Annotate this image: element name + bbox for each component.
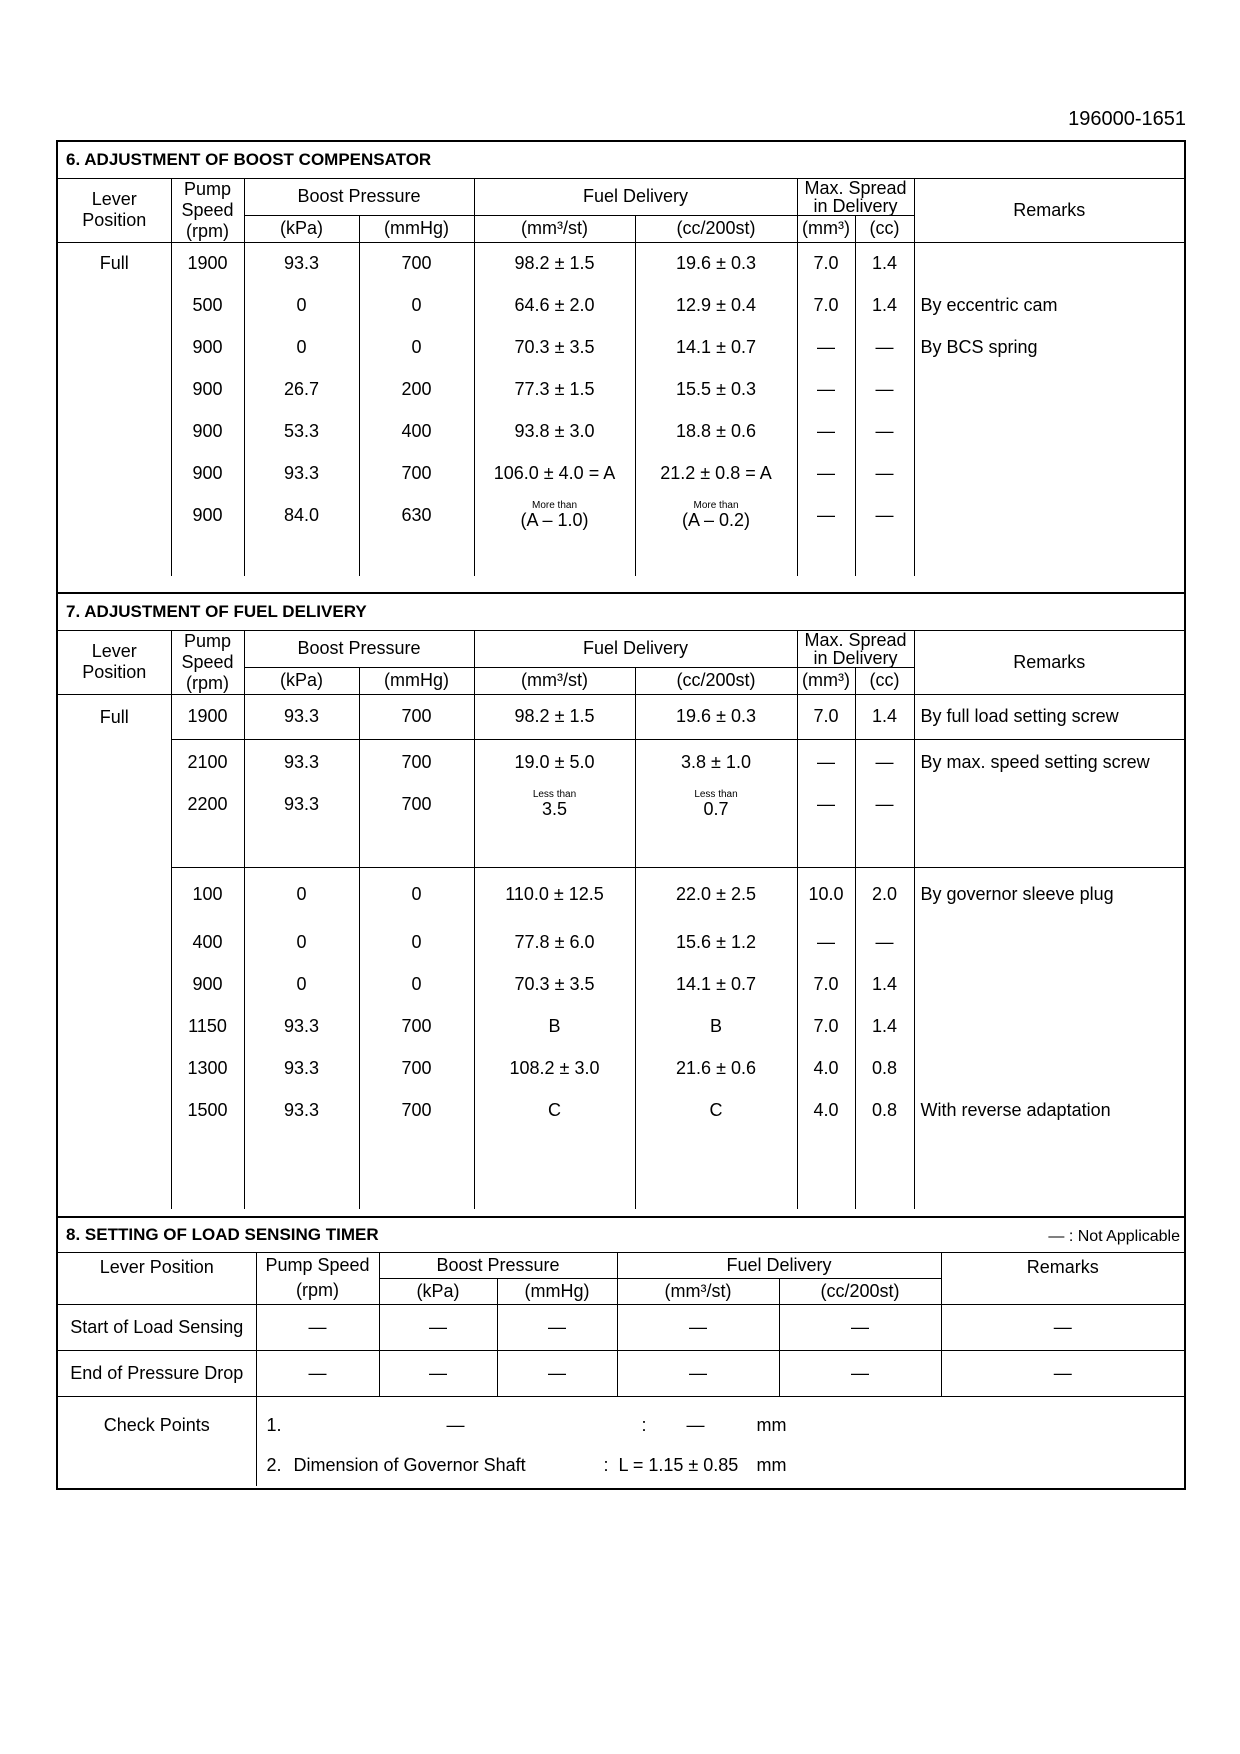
cell: 108.2 ± 3.0 [474,1047,635,1089]
cell [914,452,1184,494]
cell: 93.3 [244,785,359,823]
cell: 700 [359,1005,474,1047]
cell: 100 [171,867,244,921]
unit-kpa: (kPa) [244,668,359,694]
cell: 14.1 ± 0.7 [635,326,797,368]
cell: By BCS spring [914,326,1184,368]
cell: 700 [359,242,474,284]
section-6-title: 6. ADJUSTMENT OF BOOST COMPENSATOR [58,142,1184,178]
lever-position-header: Lever Position [58,178,171,242]
cell: — [797,785,855,823]
section-7-title: 7. ADJUSTMENT OF FUEL DELIVERY [58,594,1184,630]
cell: 2100 [171,739,244,785]
cell: 2200 [171,785,244,823]
cell: — [617,1350,779,1396]
table-row [58,921,1184,963]
unit-mm3-st: (mm³/st) [474,668,635,694]
unit-mm3-st: (mm³/st) [617,1278,779,1304]
cell: 15.5 ± 0.3 [635,368,797,410]
cell: — [497,1350,617,1396]
unit-mmhg: (mmHg) [359,216,474,242]
cell: 700 [359,739,474,785]
lever-value: Full [99,706,129,727]
cell: — [256,1304,379,1350]
cell: 400 [171,921,244,963]
cell: — [797,326,855,368]
cell: 4.0 [797,1047,855,1089]
boost-pressure-header: Boost Pressure [379,1252,617,1278]
cell: 700 [359,1089,474,1131]
row-label: Start of Load Sensing [58,1304,256,1350]
cell: 93.3 [244,694,359,739]
cell [914,1047,1184,1089]
cell: 1900 [171,242,244,284]
cell: — [256,1350,379,1396]
cell: 700 [359,452,474,494]
check-points-content [256,1396,1184,1486]
cell: — [855,494,914,536]
cell: 0 [244,284,359,326]
cell: 1150 [171,1005,244,1047]
cell: 7.0 [797,963,855,1005]
fuel-delivery-header: Fuel Delivery [474,630,797,668]
cell: — [379,1304,497,1350]
cell: 7.0 [797,242,855,284]
cell: 4.0 [797,1089,855,1131]
cell: 0 [359,921,474,963]
table-row [58,867,1184,921]
cell [914,368,1184,410]
check-point-2: 2. Dimension of Governor Shaft : L = 1.15 ± 0.85 mm [266,1454,787,1475]
lever-value: Full [99,252,129,273]
cell: — [797,921,855,963]
unit-kpa: (kPa) [244,216,359,242]
cell: 93.8 ± 3.0 [474,410,635,452]
cell: 0.8 [855,1089,914,1131]
cell: B [635,1005,797,1047]
load-sensing-timer-table [58,1218,1184,1486]
table-row [58,494,1184,536]
cell: More than (A – 1.0) [474,494,635,536]
cell: — [855,921,914,963]
max-spread-header: Max. Spread in Delivery [797,178,914,216]
cell: — [855,785,914,823]
cell: Less than 0.7 [635,785,797,823]
cell: 7.0 [797,1005,855,1047]
cell: — [855,410,914,452]
table-row [58,1350,1184,1396]
unit-cc-200st: (cc/200st) [779,1278,941,1304]
cell: 98.2 ± 1.5 [474,694,635,739]
cell: By eccentric cam [914,284,1184,326]
unit-kpa: (kPa) [379,1278,497,1304]
cell: 900 [171,368,244,410]
cell: 400 [359,410,474,452]
cell: — [797,410,855,452]
cell: 98.2 ± 1.5 [474,242,635,284]
unit-mmhg: (mmHg) [497,1278,617,1304]
cell: 630 [359,494,474,536]
cell: 10.0 [797,867,855,921]
boost-pressure-header: Boost Pressure [244,630,474,668]
cell: 14.1 ± 0.7 [635,963,797,1005]
boost-compensator-table [58,142,1184,576]
cell: 0 [359,284,474,326]
cell: — [617,1304,779,1350]
table-row [58,1089,1184,1131]
cell: 53.3 [244,410,359,452]
cell [914,410,1184,452]
cell: C [635,1089,797,1131]
cell: 0 [359,326,474,368]
cell [914,921,1184,963]
table-row [58,1047,1184,1089]
cell: 84.0 [244,494,359,536]
cell: By full load setting screw [914,694,1184,739]
max-spread-header: Max. Spread in Delivery [797,630,914,668]
lever-position-header: Lever Position [58,1252,256,1304]
check-points-label: Check Points [103,1414,210,1435]
pump-speed-header: Pump Speed [256,1252,379,1278]
section-6-table [56,140,1186,594]
unit-rpm: (rpm) [256,1278,379,1304]
cell: By max. speed setting screw [914,739,1184,785]
cell: C [474,1089,635,1131]
cell: 93.3 [244,739,359,785]
check-point-1: 1. — : — mm [266,1414,787,1435]
unit-mm3: (mm³) [797,668,855,694]
cell: — [797,452,855,494]
cell: 0.8 [855,1047,914,1089]
remarks-header: Remarks [914,178,1184,242]
cell: 12.9 ± 0.4 [635,284,797,326]
cell: 900 [171,452,244,494]
cell: 1300 [171,1047,244,1089]
cell: 19.0 ± 5.0 [474,739,635,785]
cell: More than (A – 0.2) [635,494,797,536]
table-row [58,1005,1184,1047]
cell: 15.6 ± 1.2 [635,921,797,963]
cell: 7.0 [797,284,855,326]
cell: 3.8 ± 1.0 [635,739,797,785]
cell: 93.3 [244,1005,359,1047]
cell: 110.0 ± 12.5 [474,867,635,921]
cell: 700 [359,1047,474,1089]
cell: 1500 [171,1089,244,1131]
unit-cc-200st: (cc/200st) [635,216,797,242]
pump-speed-header: Pump Speed (rpm) [171,630,244,694]
cell: 900 [171,963,244,1005]
cell: — [497,1304,617,1350]
fuel-delivery-table [58,594,1184,1209]
remarks-header: Remarks [941,1252,1184,1304]
unit-mm3-st: (mm³/st) [474,216,635,242]
cell: 700 [359,785,474,823]
table-row [58,410,1184,452]
not-applicable-note: — : Not Applicable [1048,1228,1180,1245]
table-row [58,694,1184,739]
remarks-header: Remarks [914,630,1184,694]
section-7-table [56,592,1186,1218]
cell: 21.6 ± 0.6 [635,1047,797,1089]
cell: 1.4 [855,242,914,284]
cell: 21.2 ± 0.8 = A [635,452,797,494]
row-label: End of Pressure Drop [58,1350,256,1396]
cell: 200 [359,368,474,410]
cell [914,1005,1184,1047]
cell: Less than 3.5 [474,785,635,823]
cell: 93.3 [244,1089,359,1131]
cell [914,785,1184,823]
boost-pressure-header: Boost Pressure [244,178,474,216]
fuel-delivery-header: Fuel Delivery [474,178,797,216]
cell: 1900 [171,694,244,739]
table-row [58,963,1184,1005]
cell: 26.7 [244,368,359,410]
cell: 0 [244,963,359,1005]
table-row [58,368,1184,410]
cell [914,963,1184,1005]
table-row [58,284,1184,326]
cell: 900 [171,410,244,452]
cell: 93.3 [244,452,359,494]
cell: 93.3 [244,1047,359,1089]
cell: 900 [171,494,244,536]
cell: — [855,452,914,494]
cell: — [855,326,914,368]
cell: With reverse adaptation [914,1089,1184,1131]
cell: 19.6 ± 0.3 [635,242,797,284]
cell: — [941,1304,1184,1350]
fuel-delivery-header: Fuel Delivery [617,1252,941,1278]
cell: 22.0 ± 2.5 [635,867,797,921]
cell: — [941,1350,1184,1396]
unit-cc: (cc) [855,668,914,694]
cell: — [797,368,855,410]
cell: 0 [359,963,474,1005]
cell: — [779,1350,941,1396]
table-row [58,326,1184,368]
section-8-title: 8. SETTING OF LOAD SENSING TIMER [58,1218,1184,1252]
unit-cc-200st: (cc/200st) [635,668,797,694]
cell: — [797,739,855,785]
table-row [58,785,1184,823]
lever-position-header: Lever Position [58,630,171,694]
cell: By governor sleeve plug [914,867,1184,921]
cell: 0 [244,921,359,963]
cell: 77.3 ± 1.5 [474,368,635,410]
cell: 1.4 [855,284,914,326]
cell: 19.6 ± 0.3 [635,694,797,739]
cell: 93.3 [244,242,359,284]
cell: — [779,1304,941,1350]
cell: 0 [359,867,474,921]
cell: — [855,739,914,785]
check-points-row [58,1396,1184,1486]
cell: 1.4 [855,694,914,739]
cell: 1.4 [855,1005,914,1047]
unit-mm3: (mm³) [797,216,855,242]
cell: 70.3 ± 3.5 [474,963,635,1005]
table-row [58,739,1184,785]
cell: 18.8 ± 0.6 [635,410,797,452]
table-row [58,1304,1184,1350]
table-row [58,242,1184,284]
document-number: 196000-1651 [1068,108,1186,130]
section-8-table [56,1216,1186,1490]
cell: — [797,494,855,536]
cell: 1.4 [855,963,914,1005]
cell: 0 [244,867,359,921]
unit-cc: (cc) [855,216,914,242]
cell: 106.0 ± 4.0 = A [474,452,635,494]
cell [914,242,1184,284]
cell: 2.0 [855,867,914,921]
cell: — [855,368,914,410]
pump-speed-header: Pump Speed (rpm) [171,178,244,242]
table-row [58,452,1184,494]
cell: 70.3 ± 3.5 [474,326,635,368]
cell: 64.6 ± 2.0 [474,284,635,326]
cell: 900 [171,326,244,368]
cell: 0 [244,326,359,368]
cell: B [474,1005,635,1047]
unit-mmhg: (mmHg) [359,668,474,694]
cell: 77.8 ± 6.0 [474,921,635,963]
cell: 500 [171,284,244,326]
cell: 7.0 [797,694,855,739]
cell: 700 [359,694,474,739]
cell: — [379,1350,497,1396]
cell [914,494,1184,536]
